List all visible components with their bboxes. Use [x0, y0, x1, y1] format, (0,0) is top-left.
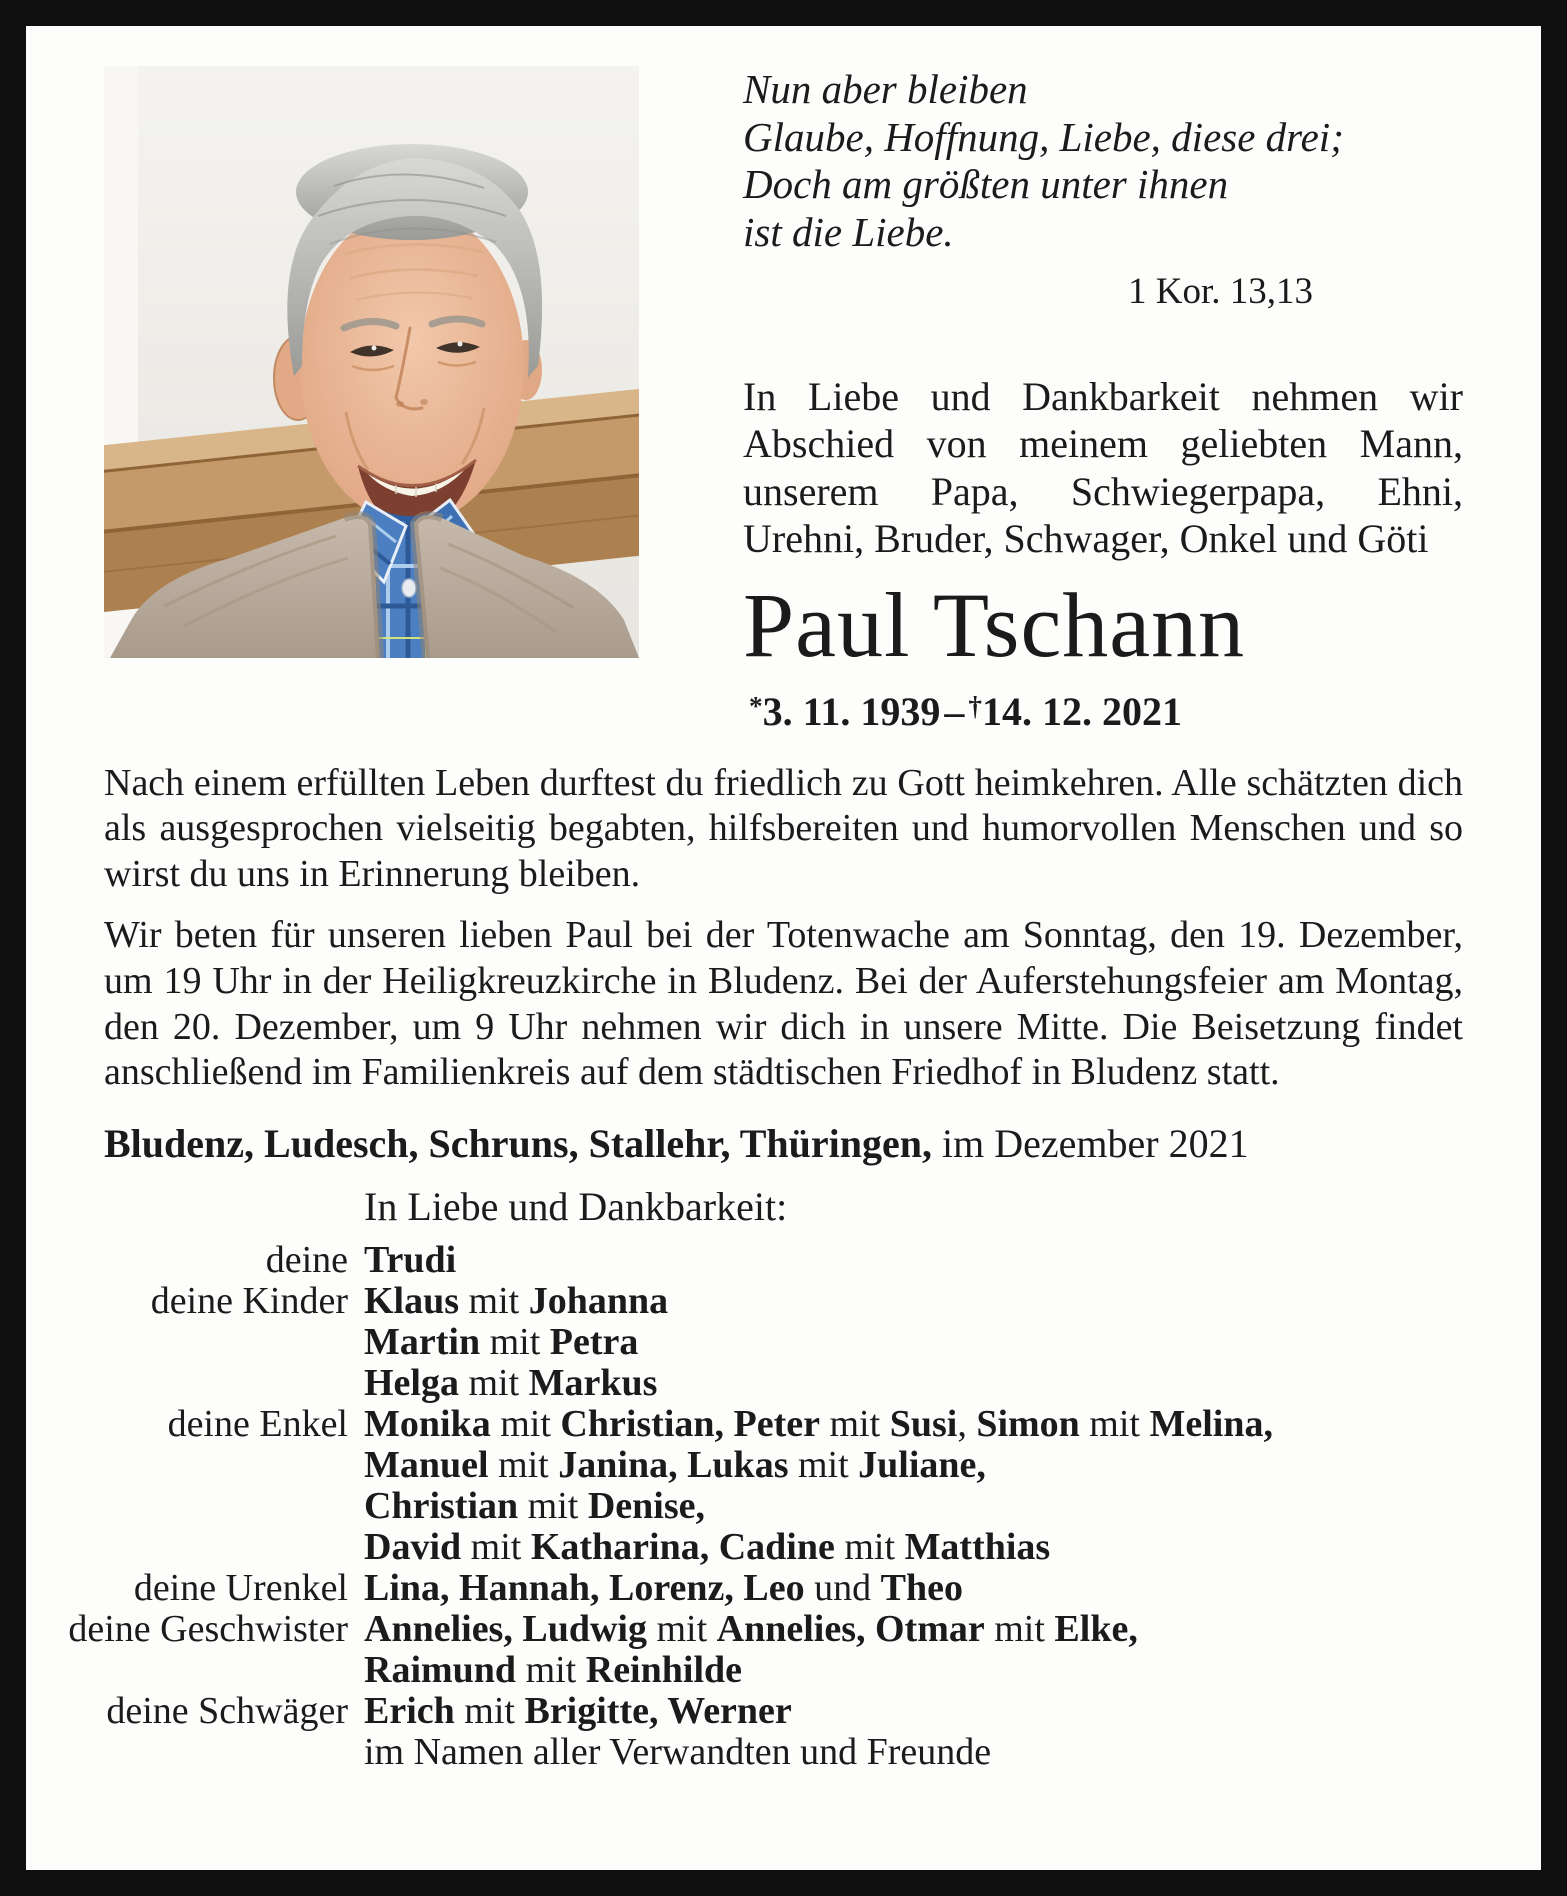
family-names	[364, 1281, 1463, 1404]
family-names	[364, 1609, 1463, 1691]
family-names-line: Trudi	[364, 1238, 457, 1281]
quote-attribution: 1 Kor. 13,13	[1128, 271, 1313, 313]
dates-separator: –	[944, 688, 965, 734]
family-relation-label: deine Schwäger	[106, 1689, 348, 1732]
family-relation-label: deine	[265, 1238, 348, 1281]
obituary-paragraph-2: Wir beten für unseren lieben Paul bei der Totenwache am Sonntag, den 19. Dezember, um 19 Uhr in der Heiligkreuzkirche in Bludenz. Bei der Auferstehungsfeier am Montag, den 20. Dezember, um 9 Uhr nehmen wir dich in unsere Mitte. Die Beisetzung findet anschließend im Familienkreis auf dem städtischen Friedhof in Bludenz statt.	[104, 914, 1463, 1094]
family-names	[364, 1691, 1463, 1732]
right-column	[743, 66, 1463, 735]
quote-line: Nun aber bleiben	[743, 66, 1028, 112]
family-row	[104, 1691, 1463, 1732]
death-symbol: †	[968, 690, 982, 721]
family-names-line: Monika mit Christian, Peter mit Susi, Simon mit Melina,	[364, 1402, 1273, 1445]
family-list	[68, 1238, 1463, 1773]
cities-line	[104, 1120, 1463, 1167]
family-row	[68, 1607, 1463, 1691]
top-row	[104, 66, 1463, 735]
obituary-paragraph-1: Nach einem erfüllten Leben durftest du friedlich zu Gott heimkehren. Alle schätzten dich als ausgesprochen vielseitig begabten, hilfsbereiten und humorvollen Menschen und so wirst du uns in Erinnerung bleiben.	[104, 761, 1463, 895]
family-relation-label	[104, 1732, 364, 1773]
death-date: 14. 12. 2021	[981, 688, 1182, 734]
quote-line: Glaube, Hoffnung, Liebe, diese drei;	[743, 113, 1344, 160]
life-dates	[743, 688, 1463, 735]
portrait-photo	[104, 66, 639, 658]
family-names-line: Lina, Hannah, Lorenz, Leo und Theo	[364, 1566, 963, 1609]
family-names-line: Helga mit Markus	[364, 1361, 658, 1404]
bible-quote	[743, 66, 1463, 256]
intro-text: In Liebe und Dankbarkeit nehmen wir Abschied von meinem geliebten Mann, unserem Papa, Schwiegerpapa, Ehni, Urehni, Bruder, Schwager, Onkel und Göti	[743, 374, 1463, 561]
deceased-name: Paul Tschann	[743, 573, 1246, 676]
family-names	[364, 1568, 1463, 1609]
family-row	[104, 1404, 1463, 1568]
family-row	[104, 1568, 1463, 1609]
family-relation-label: deine Kinder	[150, 1279, 348, 1322]
portrait-illustration	[104, 66, 639, 658]
family-names-line: Raimund mit Reinhilde	[364, 1648, 742, 1691]
family-names-line: Klaus mit Johanna	[364, 1279, 669, 1322]
birth-symbol: *	[749, 690, 763, 721]
family-names-line: David mit Katharina, Cadine mit Matthias	[364, 1525, 1051, 1568]
family-row	[104, 1281, 1463, 1404]
quote-line: ist die Liebe.	[743, 208, 954, 255]
family-names-line: Martin mit Petra	[364, 1320, 639, 1363]
family-row	[104, 1240, 1463, 1281]
family-names-line: Manuel mit Janina, Lukas mit Juliane,	[364, 1443, 986, 1486]
family-names	[364, 1404, 1463, 1568]
quote-line: Doch am größten unter ihnen	[743, 161, 1229, 208]
family-names	[364, 1732, 1463, 1773]
family-relation-label: deine Urenkel	[133, 1566, 348, 1609]
family-names-line: Annelies, Ludwig mit Annelies, Otmar mit Elke,	[364, 1607, 1138, 1650]
family-names	[364, 1240, 1463, 1281]
family-row	[104, 1732, 1463, 1773]
cities-date: im Dezember 2021	[932, 1120, 1249, 1166]
birth-date: 3. 11. 1939	[762, 688, 941, 734]
cities-bold: Bludenz, Ludesch, Schruns, Stallehr, Thüringen,	[104, 1120, 933, 1166]
closing-line: In Liebe und Dankbarkeit:	[364, 1183, 788, 1229]
family-names-line: im Namen aller Verwandten und Freunde	[364, 1730, 992, 1773]
family-names-line: Christian mit Denise,	[364, 1484, 705, 1527]
family-relation-label: deine Enkel	[167, 1402, 348, 1445]
family-names-line: Erich mit Brigitte, Werner	[364, 1689, 792, 1732]
family-relation-label: deine Geschwister	[68, 1607, 348, 1650]
